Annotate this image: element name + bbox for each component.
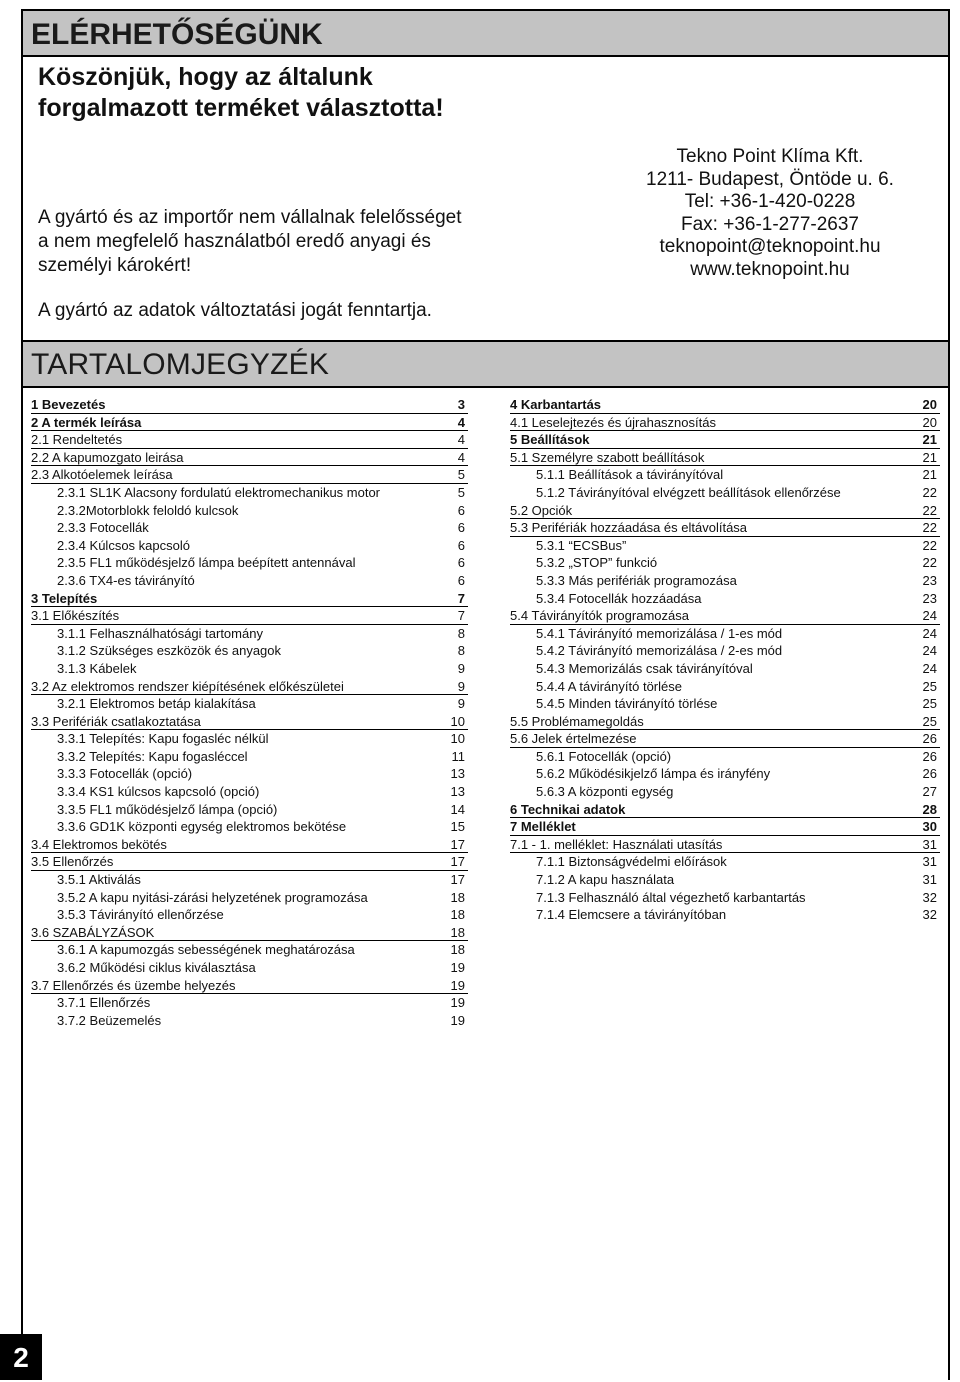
- toc-entry-title: 2.3.3 Fotocellák: [57, 520, 149, 536]
- toc-entry[interactable]: [31, 590, 468, 608]
- toc-entry-title: 5.4.3 Memorizálás csak távirányítóval: [536, 660, 753, 676]
- toc-entry-title: 7.1.4 Elemcsere a távirányítóban: [536, 907, 727, 923]
- disclaimer-line-3: személyi károkért!: [38, 255, 192, 276]
- toc-entry-page: 25: [922, 713, 937, 729]
- toc-entry-page: 8: [457, 625, 465, 641]
- toc-entry-title: 2.3.2Motorblokk feloldó kulcsok: [57, 502, 239, 518]
- toc-entry-title: 5.3.1 “ECSBus”: [536, 537, 627, 553]
- toc-entry-page: 9: [457, 678, 465, 694]
- toc-entry-page: 21: [922, 432, 937, 448]
- toc-entry[interactable]: [510, 871, 940, 889]
- toc-entry-page: 31: [922, 872, 937, 888]
- toc-entry[interactable]: [31, 801, 468, 819]
- toc-entry-page: 19: [450, 1012, 465, 1028]
- toc-entry[interactable]: [510, 730, 940, 748]
- toc-entry-title: 3.3 Perifériák csatlakoztatása: [31, 713, 201, 729]
- toc-entry[interactable]: [31, 484, 468, 502]
- toc-entry-title: 5.1 Személyre szabott beállítások: [510, 449, 705, 465]
- toc-entry-title: 7.1.2 A kapu használata: [536, 872, 675, 888]
- toc-entry-page: 6: [457, 572, 465, 588]
- disclaimer-line-1: A gyártó és az importőr nem vállalnak felelősséget: [38, 207, 462, 228]
- toc-entry[interactable]: [510, 502, 940, 520]
- toc-entry[interactable]: [31, 572, 468, 590]
- toc-entry-title: 3.1.1 Felhasználhatósági tartomány: [57, 625, 263, 641]
- toc-entry[interactable]: [31, 871, 468, 889]
- toc-entry-title: 5.6 Jelek értelmezése: [510, 731, 637, 747]
- toc-entry-title: 4 Karbantartás: [510, 397, 602, 412]
- toc-title: TARTALOMJEGYZÉK: [21, 340, 950, 388]
- toc-entry[interactable]: [31, 748, 468, 766]
- toc-entry-page: 31: [922, 854, 937, 870]
- toc-entry-page: 9: [457, 696, 465, 712]
- toc-entry[interactable]: [510, 642, 940, 660]
- toc-entry-page: 26: [922, 766, 937, 782]
- contact-section-title: ELÉRHETŐSÉGÜNK: [21, 9, 950, 57]
- toc-entry-page: 23: [922, 572, 937, 588]
- toc-entry-title: 2.3 Alkotóelemek leírása: [31, 467, 173, 483]
- toc-entry[interactable]: [31, 765, 468, 783]
- liability-disclaimer: [38, 206, 518, 278]
- toc-entry-page: 4: [457, 414, 465, 430]
- toc-entry[interactable]: [31, 695, 468, 713]
- toc-entry-page: 19: [450, 995, 465, 1011]
- toc-entry-page: 24: [922, 608, 937, 624]
- toc-entry[interactable]: [31, 853, 468, 871]
- toc-entry[interactable]: [510, 836, 940, 854]
- toc-entry-title: 3.3.6 GD1K központi egység elektromos bekötése: [57, 819, 347, 835]
- toc-entry[interactable]: [510, 537, 940, 555]
- toc-entry-title: 1 Bevezetés: [31, 397, 106, 412]
- toc-entry-title: 4.1 Leselejtezés és újrahasznosítás: [510, 414, 716, 430]
- fax-number: Fax: +36-1-277-2637: [681, 213, 859, 235]
- toc-entry-page: 24: [922, 625, 937, 641]
- toc-entry[interactable]: [31, 554, 468, 572]
- toc-entry[interactable]: [31, 537, 468, 555]
- toc-entry-page: 20: [922, 414, 937, 430]
- toc-entry-title: 3.7.2 Beüzemelés: [57, 1012, 162, 1028]
- toc-entry-title: 2.2 A kapumozgato leirása: [31, 449, 184, 465]
- toc-entry[interactable]: [31, 502, 468, 520]
- toc-entry-page: 17: [450, 854, 465, 870]
- toc-entry[interactable]: [31, 941, 468, 959]
- toc-entry[interactable]: [31, 783, 468, 801]
- company-name: Tekno Point Klíma Kft.: [676, 146, 864, 167]
- toc-entry[interactable]: [31, 414, 468, 432]
- toc-entry-page: 21: [922, 449, 937, 465]
- toc-entry[interactable]: [510, 906, 940, 924]
- toc-entry[interactable]: [31, 959, 468, 977]
- toc-entry-title: 3.6.2 Működési ciklus kiválasztása: [57, 960, 256, 975]
- toc-entry[interactable]: [510, 484, 940, 502]
- toc-entry-title: 5.3.4 Fotocellák hozzáadása: [536, 590, 702, 606]
- toc-entry-page: 32: [922, 889, 937, 905]
- toc-entry-page: 24: [922, 643, 937, 659]
- toc-entry-page: 18: [450, 889, 465, 905]
- toc-entry[interactable]: [510, 590, 940, 608]
- toc-entry-title: 3 Telepítés: [31, 590, 98, 606]
- toc-entry[interactable]: [31, 396, 468, 414]
- toc-entry-page: 18: [450, 924, 465, 940]
- toc-entry[interactable]: [510, 853, 940, 871]
- toc-entry-title: 5.4.1 Távirányító memorizálása / 1-es mód: [536, 625, 783, 641]
- toc-entry-page: 11: [451, 748, 465, 764]
- toc-entry-page: 23: [922, 590, 937, 606]
- toc-entry-title: 2.1 Rendeltetés: [31, 432, 123, 448]
- thank-you-message: [38, 62, 508, 124]
- toc-entry-title: 7.1 - 1. melléklet: Használati utasítás: [510, 836, 723, 852]
- toc-entry-title: 3.4 Elektromos bekötés: [31, 836, 167, 852]
- toc-entry-page: 6: [457, 537, 465, 553]
- toc-entry-title: 3.2 Az elektromos rendszer kiépítésének előkészületei: [31, 678, 344, 694]
- toc-entry-page: 21: [922, 467, 937, 483]
- toc-entry[interactable]: [510, 678, 940, 696]
- contact-block: [620, 146, 920, 281]
- toc-entry-title: 7 Melléklet: [510, 819, 576, 835]
- toc-entry-title: 5.2 Opciók: [510, 502, 573, 518]
- toc-entry[interactable]: [31, 977, 468, 995]
- thanks-line-1: Köszönjük, hogy az általunk: [38, 63, 373, 91]
- toc-entry-page: 6: [457, 555, 465, 571]
- toc-entry-page: 6: [457, 502, 465, 518]
- toc-entry[interactable]: [510, 554, 940, 572]
- toc-entry[interactable]: [31, 449, 468, 467]
- toc-entry-title: 3.3.3 Fotocellák (opció): [57, 766, 193, 782]
- page-number-badge: 2: [0, 1334, 42, 1380]
- toc-entry-page: 10: [450, 731, 465, 747]
- toc-entry-page: 22: [922, 537, 937, 553]
- toc-entry-title: 2.3.4 Kúlcsos kapcsoló: [57, 537, 190, 553]
- toc-entry-page: 31: [922, 836, 937, 852]
- phone-number: Tel: +36-1-420-0228: [684, 191, 856, 212]
- toc-entry-page: 24: [922, 660, 937, 676]
- toc-entry-page: 15: [450, 819, 465, 835]
- toc-entry-title: 3.5 Ellenőrzés: [31, 854, 114, 870]
- toc-entry-page: 7: [457, 608, 465, 624]
- toc-entry-title: 3.3.1 Telepítés: Kapu fogasléc nélkül: [57, 731, 269, 747]
- toc-entry-page: 17: [450, 836, 465, 852]
- toc-entry-title: 3.1.3 Kábelek: [57, 660, 137, 676]
- toc-entry-title: 6 Technikai adatok: [510, 801, 626, 817]
- toc-entry-page: 22: [922, 502, 937, 518]
- toc-entry-title: 5.4.5 Minden távirányító törlése: [536, 696, 718, 712]
- toc-entry-title: 3.6.1 A kapumozgás sebességének meghatározása: [57, 942, 355, 958]
- toc-entry-page: 30: [922, 819, 937, 835]
- toc-entry-page: 28: [922, 801, 937, 817]
- toc-entry-title: 7.1.1 Biztonságvédelmi előírások: [536, 854, 727, 870]
- toc-entry-page: 8: [457, 643, 465, 659]
- toc-entry-page: 5: [457, 467, 465, 483]
- toc-entry[interactable]: [31, 466, 468, 484]
- toc-entry-title: 3.7 Ellenőrzés és üzembe helyezés: [31, 977, 236, 993]
- toc-entry[interactable]: [510, 889, 940, 907]
- toc-entry-title: 5.1.1 Beállítások a távirányítóval: [536, 467, 724, 483]
- toc-entry-page: 14: [450, 801, 465, 817]
- toc-entry-page: 7: [457, 590, 465, 606]
- toc-entry[interactable]: [510, 607, 940, 625]
- toc-entry[interactable]: [510, 431, 940, 449]
- toc-left-column: [31, 396, 468, 1029]
- toc-entry[interactable]: [510, 396, 940, 414]
- toc-entry-title: 3.3.2 Telepítés: Kapu fogasléccel: [57, 748, 248, 764]
- toc-entry-page: 27: [922, 784, 937, 800]
- toc-entry[interactable]: [510, 713, 940, 731]
- toc-entry-title: 3.2.1 Elektromos betáp kialakítása: [57, 696, 256, 712]
- website-link[interactable]: www.teknopoint.hu: [690, 258, 850, 280]
- toc-entry[interactable]: [31, 730, 468, 748]
- toc-entry-page: 4: [457, 449, 465, 465]
- toc-entry[interactable]: [510, 748, 940, 766]
- toc-entry-title: 7.1.3 Felhasználó által végezhető karbantartás: [536, 889, 806, 905]
- toc-entry[interactable]: [510, 449, 940, 467]
- toc-entry-page: 25: [922, 678, 937, 694]
- toc-entry[interactable]: [510, 695, 940, 713]
- toc-entry-title: 3.5.2 A kapu nyitási-zárási helyzetének programozása: [57, 889, 368, 905]
- toc-entry[interactable]: [510, 765, 940, 783]
- toc-entry[interactable]: [31, 906, 468, 924]
- toc-entry-title: 3.5.1 Aktiválás: [57, 872, 141, 888]
- toc-entry-title: 5.6.1 Fotocellák (opció): [536, 748, 672, 764]
- toc-entry[interactable]: [510, 818, 940, 836]
- toc-entry-page: 9: [457, 660, 465, 676]
- toc-entry-title: 5 Beállítások: [510, 432, 590, 448]
- toc-entry[interactable]: [31, 924, 468, 942]
- toc-entry[interactable]: [31, 625, 468, 643]
- toc-entry[interactable]: [31, 713, 468, 731]
- toc-entry-title: 5.4.2 Távirányító memorizálása / 2-es mód: [536, 643, 783, 659]
- toc-entry-page: 26: [922, 731, 937, 747]
- toc-entry-title: 5.3.3 Más perifériák programozása: [536, 572, 737, 588]
- toc-entry[interactable]: [31, 678, 468, 696]
- toc-entry-page: 10: [450, 713, 465, 729]
- toc-entry-title: 2.3.1 SL1K Alacsony fordulatú elektromechanikus motor: [57, 484, 381, 500]
- toc-entry-title: 3.5.3 Távirányító ellenőrzése: [57, 907, 224, 923]
- toc-entry[interactable]: [510, 801, 940, 819]
- email-address[interactable]: teknopoint@teknopoint.hu: [659, 236, 881, 257]
- toc-entry[interactable]: [31, 1012, 468, 1030]
- company-address: 1211- Budapest, Öntöde u. 6.: [646, 168, 894, 190]
- toc-entry-page: 22: [922, 484, 937, 500]
- toc-entry[interactable]: [31, 836, 468, 854]
- toc-entry-page: 3: [457, 397, 465, 412]
- thanks-line-2: forgalmazott terméket választotta!: [38, 94, 444, 122]
- toc-entry-page: 19: [450, 977, 465, 993]
- disclaimer-line-2: a nem megfelelő használatból eredő anyagi és: [38, 231, 431, 252]
- toc-entry-page: 4: [457, 432, 465, 448]
- toc-entry-page: 20: [922, 397, 937, 412]
- toc-entry-title: 2.3.5 FL1 működésjelző lámpa beépített antennával: [57, 555, 356, 571]
- toc-entry-title: 5.6.3 A központi egység: [536, 784, 674, 800]
- toc-entry-title: 5.3 Perifériák hozzáadása és eltávolítása: [510, 520, 748, 536]
- toc-entry[interactable]: [31, 642, 468, 660]
- toc-entry-page: 22: [922, 555, 937, 571]
- toc-entry-page: 22: [922, 520, 937, 536]
- toc-entry-page: 19: [450, 960, 465, 975]
- toc-entry-page: 32: [922, 907, 937, 923]
- toc-entry-title: 5.5 Problémamegoldás: [510, 713, 644, 729]
- toc-entry[interactable]: [510, 519, 940, 537]
- toc-entry-page: 18: [450, 942, 465, 958]
- toc-entry-title: 3.6 SZABÁLYZÁSOK: [31, 924, 155, 940]
- toc-entry-page: 18: [450, 907, 465, 923]
- toc-entry[interactable]: [31, 818, 468, 836]
- rights-notice: A gyártó az adatok változtatási jogát fenntartja.: [38, 300, 432, 321]
- toc-entry[interactable]: [31, 994, 468, 1012]
- toc-entry[interactable]: [31, 889, 468, 907]
- toc-entry-title: 5.3.2 „STOP” funkció: [536, 555, 658, 571]
- toc-entry-page: 6: [457, 520, 465, 536]
- toc-entry[interactable]: [510, 466, 940, 484]
- toc-entry-title: 2 A termék leírása: [31, 414, 142, 430]
- toc-entry-title: 3.7.1 Ellenőrzés: [57, 995, 151, 1011]
- toc-entry-title: 3.1 Előkészítés: [31, 608, 120, 624]
- toc-entry-title: 3.1.2 Szükséges eszközök és anyagok: [57, 643, 282, 659]
- toc-entry-title: 3.3.4 KS1 kúlcsos kapcsoló (opció): [57, 784, 260, 800]
- toc-entry[interactable]: [31, 519, 468, 537]
- toc-entry-title: 5.6.2 Működésikjelző lámpa és irányfény: [536, 766, 771, 782]
- toc-right-column: [510, 396, 940, 924]
- toc-entry[interactable]: [510, 572, 940, 590]
- toc-entry[interactable]: [510, 660, 940, 678]
- toc-entry-page: 13: [450, 784, 465, 800]
- toc-entry[interactable]: [31, 431, 468, 449]
- toc-entry-page: 25: [922, 696, 937, 712]
- toc-entry[interactable]: [510, 414, 940, 432]
- toc-entry[interactable]: [510, 783, 940, 801]
- toc-entry-page: 26: [922, 748, 937, 764]
- toc-entry-title: 5.4.4 A távirányító törlése: [536, 678, 682, 694]
- toc-entry-page: 17: [450, 872, 465, 888]
- toc-entry-page: 13: [450, 766, 465, 782]
- toc-entry-title: 5.4 Távirányítók programozása: [510, 608, 689, 624]
- toc-entry-title: 2.3.6 TX4-es távirányító: [57, 572, 195, 588]
- toc-entry[interactable]: [510, 625, 940, 643]
- toc-entry-title: 3.3.5 FL1 működésjelző lámpa (opció): [57, 801, 278, 817]
- toc-entry-page: 5: [457, 484, 465, 500]
- toc-entry[interactable]: [31, 607, 468, 625]
- toc-entry[interactable]: [31, 660, 468, 678]
- toc-entry-title: 5.1.2 Távirányítóval elvégzett beállítások ellenőrzése: [536, 484, 841, 500]
